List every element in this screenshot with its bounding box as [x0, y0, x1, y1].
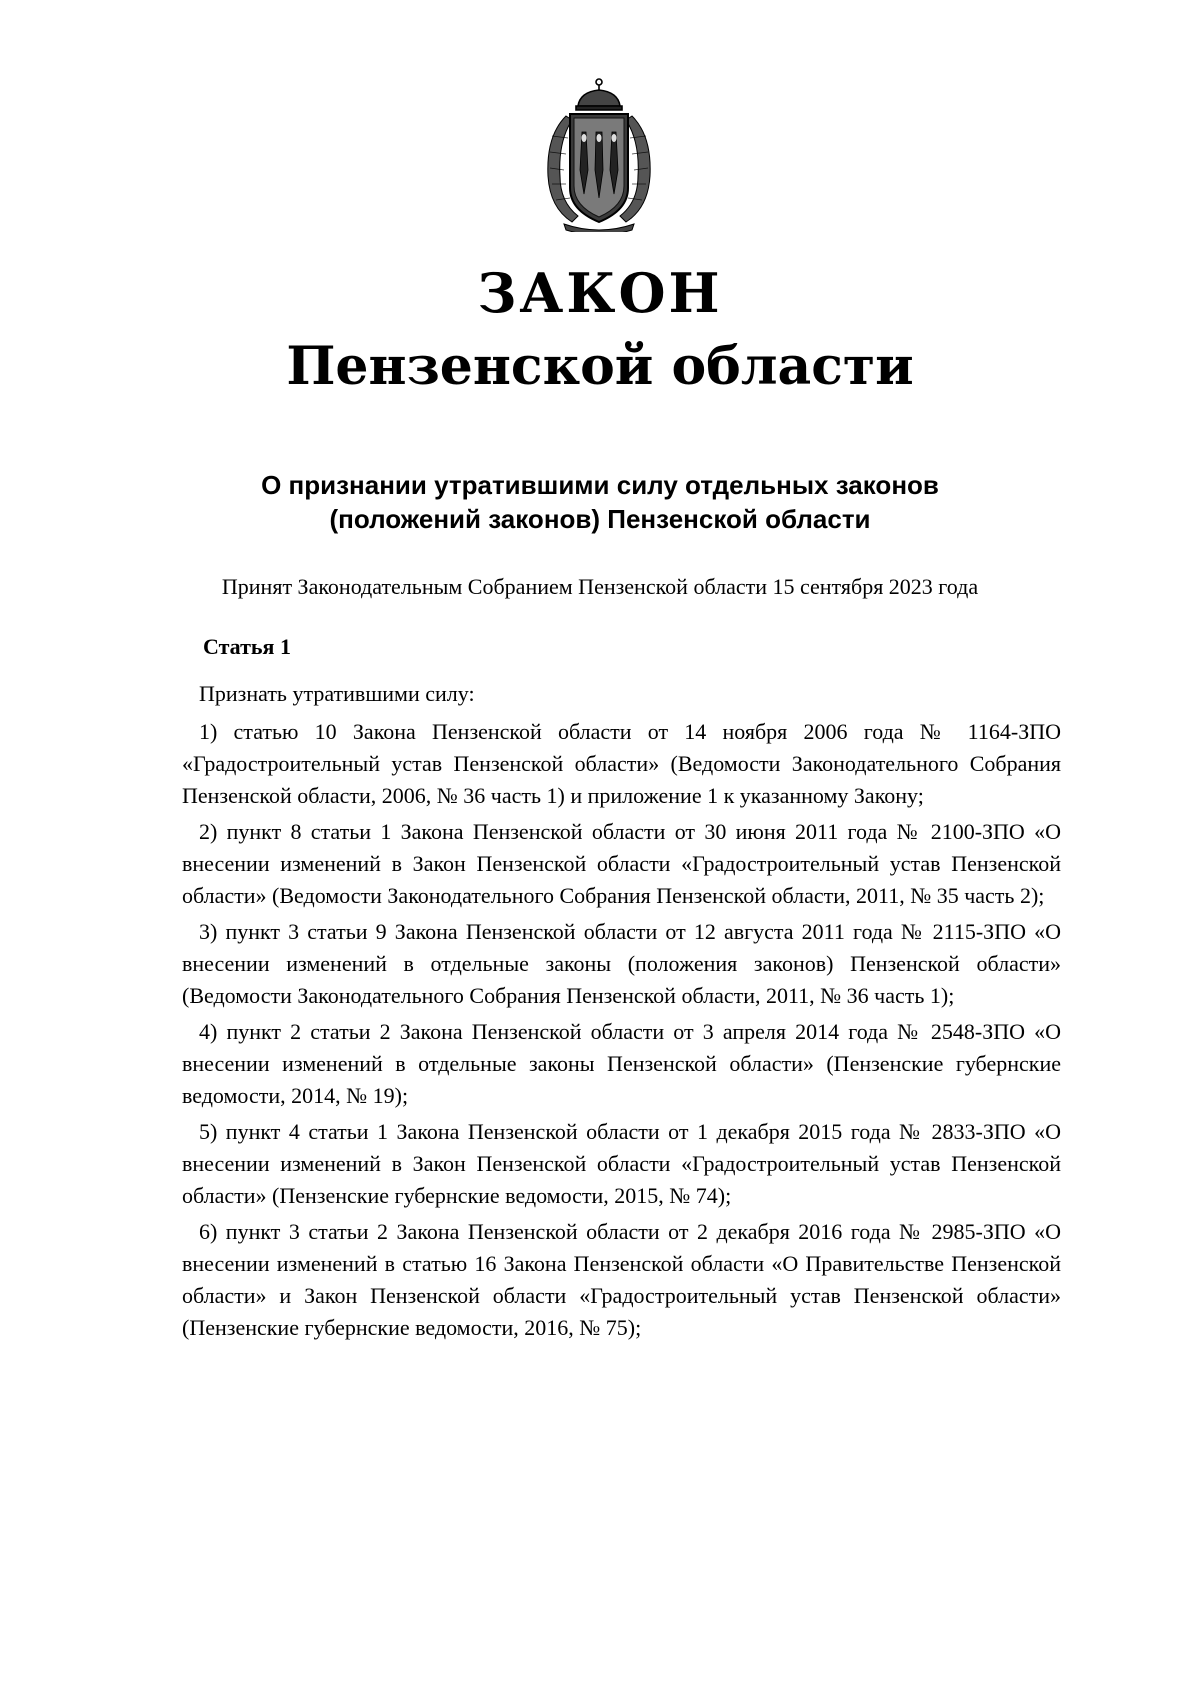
law-subject — [0, 468, 1200, 536]
article-item: 3) пункт 3 статьи 9 Закона Пензенской области от 12 августа 2011 года № 2115-ЗПО «О внесении изменений в отдельные законы (положения законов) Пензенской области» (Ведомости Законодательного Собрания Пензенской области, 2011, № 36 часть 1); — [182, 919, 1061, 1008]
law-title: ЗАКОН — [477, 261, 723, 325]
coat-of-arms-icon — [538, 76, 660, 232]
article-item: 5) пункт 4 статьи 1 Закона Пензенской области от 1 декабря 2015 года № 2833-ЗПО «О внесении изменений в Закон Пензенской области «Градостроительный устав Пензенской области» (Пензенские губернские ведомости, 2015, № 74); — [182, 1119, 1061, 1208]
article-title: Статья 1 — [203, 634, 291, 659]
law-subject-line-1: О признании утратившими силу отдельных законов — [261, 470, 939, 500]
law-region: Пензенской области — [286, 336, 914, 397]
article-item: 4) пункт 2 статьи 2 Закона Пензенской области от 3 апреля 2014 года № 2548-ЗПО «О внесении изменений в отдельные законы Пензенской области» (Пензенские губернские ведомости, 2014, № 19); — [182, 1019, 1061, 1108]
article-intro: Признать утратившими силу: — [199, 681, 475, 706]
law-subject-line-2: (положений законов) Пензенской области — [329, 504, 871, 534]
article-item: 1) статью 10 Закона Пензенской области от 14 ноября 2006 года № 1164-ЗПО «Градостроительный устав Пензенской области» (Ведомости Законодательного Собрания Пензенской области, 2006, № 36 часть 1) и приложение 1 к указанному Закону; — [182, 719, 1061, 808]
article-item: 6) пункт 3 статьи 2 Закона Пензенской области от 2 декабря 2016 года № 2985-ЗПО «О внесении изменений в статью 16 Закона Пензенской области «О Правительстве Пензенской области» и Закон Пензенской области «Градостроительный устав Пензенской области» (Пензенские губернские ведомости, 2016, № 75); — [182, 1219, 1061, 1340]
article-item: 2) пункт 8 статьи 1 Закона Пензенской области от 30 июня 2011 года № 2100-ЗПО «О внесении изменений в Закон Пензенской области «Градостроительный устав Пензенской области» (Ведомости Законодательного Собрания Пензенской области, 2011, № 35 часть 2); — [182, 819, 1061, 908]
article-body — [182, 678, 1061, 1348]
adoption-note: Принят Законодательным Собранием Пензенской области 15 сентября 2023 года — [221, 574, 979, 599]
